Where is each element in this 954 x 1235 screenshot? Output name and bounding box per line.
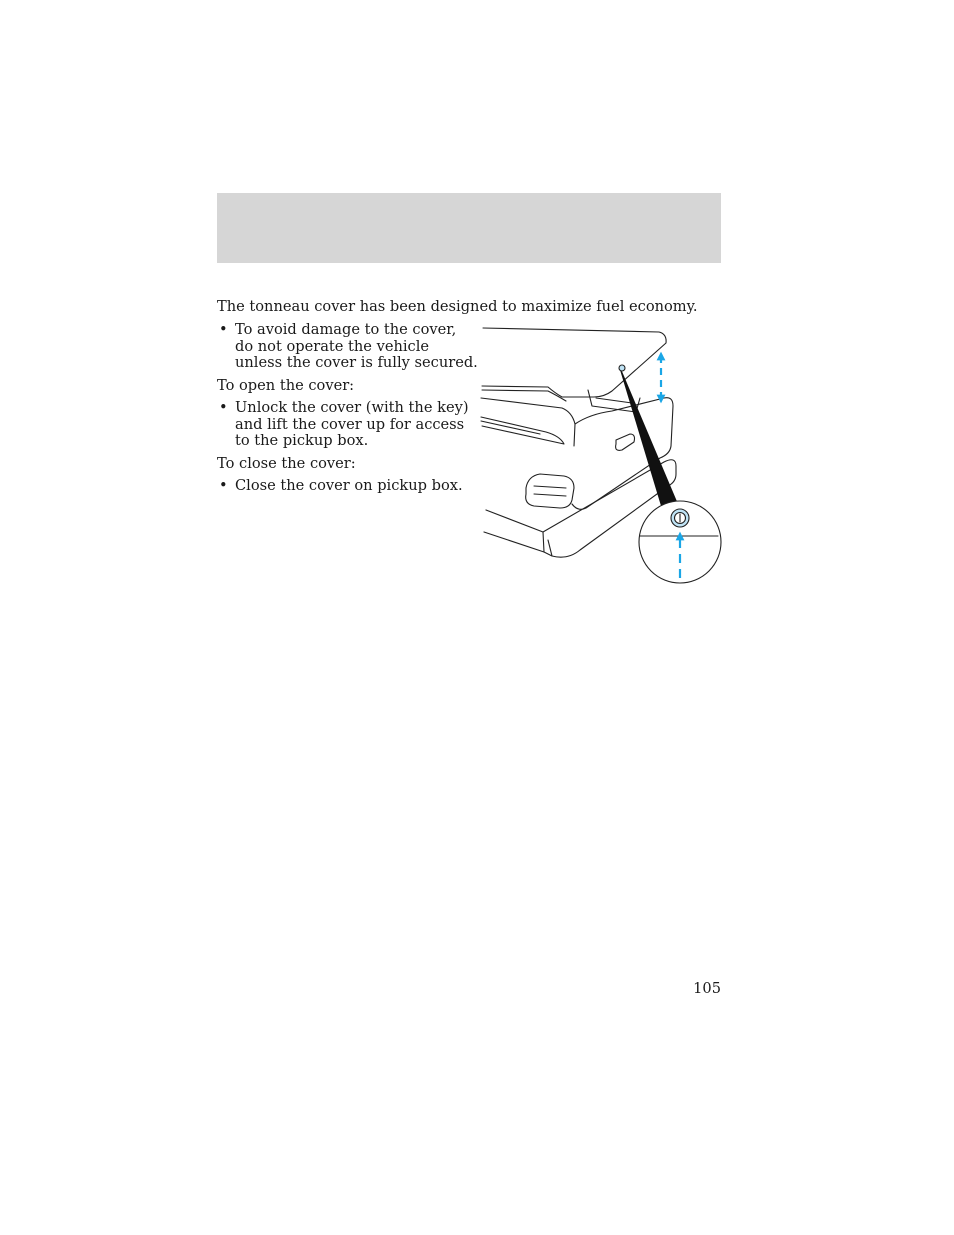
- tonneau-cover-illustration: [478, 322, 724, 588]
- instructions-column: [217, 322, 479, 501]
- bed-side-top: [481, 398, 575, 446]
- bullet-dot: •: [219, 399, 228, 416]
- close-heading: To close the cover:: [217, 454, 356, 472]
- bullet-damage-warning: [217, 322, 479, 372]
- bullet-dot: •: [219, 321, 228, 338]
- bed-inner-floor: [596, 398, 632, 403]
- tonneau-cover-panel: [482, 328, 666, 397]
- tailgate-handle: [616, 434, 635, 450]
- intro-paragraph: The tonneau cover has been designed to maximize fuel economy.: [217, 298, 698, 315]
- bumper-crease: [548, 540, 552, 556]
- bullet-close-instructions: [217, 478, 479, 495]
- lock-location-dot: [619, 365, 625, 371]
- taillight-inner: [534, 486, 566, 496]
- bullet-close-text: Close the cover on pickup box.: [235, 477, 463, 494]
- bullet-damage-text: To avoid damage to the cover, do not operate the vehicle unless the cover is fully secured.: [235, 321, 478, 371]
- bullet-open-instructions: [217, 400, 479, 450]
- taillight: [526, 474, 574, 508]
- bullet-dot: •: [219, 477, 228, 494]
- bullet-open-text: Unlock the cover (with the key) and lift the cover up for access to the pickup box.: [235, 399, 469, 449]
- open-heading: To open the cover:: [217, 376, 355, 394]
- lower-body-line: [484, 510, 544, 552]
- section-header-band: [217, 193, 721, 263]
- page-number: 105: [693, 980, 721, 997]
